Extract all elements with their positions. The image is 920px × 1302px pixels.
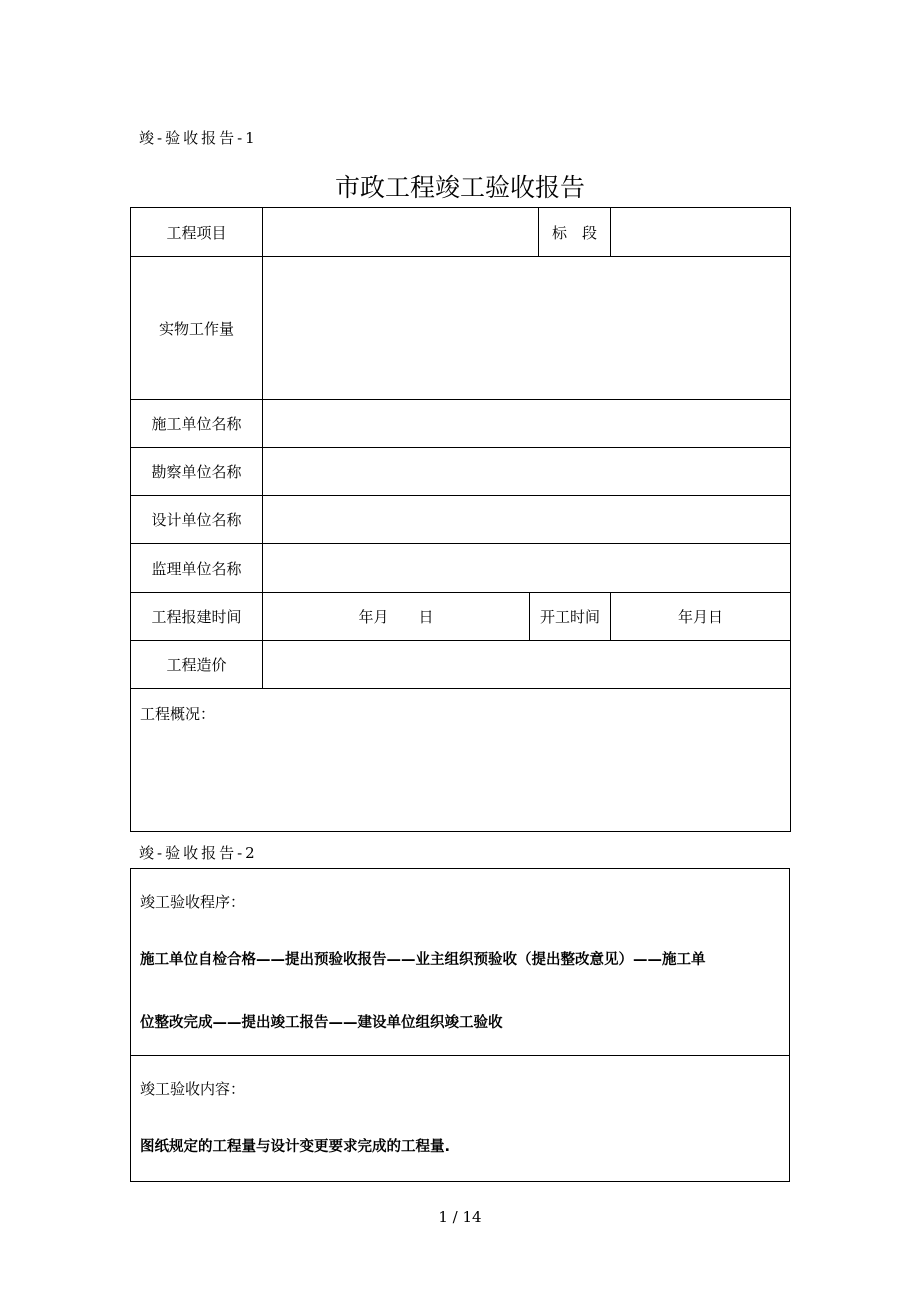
procedure-line-2: 位整改完成——提出竣工报告——建设单位组织竣工验收	[140, 1015, 503, 1031]
content-label: 竣工验收内容：	[140, 1080, 246, 1098]
label-start-time: 开工时间	[530, 593, 611, 641]
field-designer[interactable]	[263, 496, 791, 544]
field-surveyor[interactable]	[263, 448, 791, 496]
label-filing-time: 工程报建时间	[131, 593, 263, 641]
procedure-label: 竣工验收程序：	[140, 893, 246, 911]
field-section[interactable]	[611, 208, 791, 257]
report-table-1	[130, 207, 791, 832]
label-supervisor: 监理单位名称	[131, 544, 263, 593]
content-cell	[131, 1056, 790, 1182]
report-table-2	[130, 868, 790, 1182]
field-cost[interactable]	[263, 641, 791, 689]
field-project[interactable]	[263, 208, 539, 257]
field-supervisor[interactable]	[263, 544, 791, 593]
label-section: 标 段	[539, 208, 611, 257]
field-constructor[interactable]	[263, 400, 791, 448]
content-text: 图纸规定的工程量与设计变更要求完成的工程量.	[140, 1139, 451, 1155]
field-overview[interactable]: 工程概况：	[131, 689, 791, 832]
label-quantity: 实物工作量	[131, 257, 263, 400]
procedure-line-1: 施工单位自检合格——提出预验收报告——业主组织预验收（提出整改意见）——施工单	[140, 952, 706, 968]
procedure-cell	[131, 869, 790, 1056]
section-header-1: 竣-验收报告-1	[139, 129, 258, 147]
label-project: 工程项目	[131, 208, 263, 257]
field-quantity[interactable]	[263, 257, 791, 400]
document-title: 市政工程竣工验收报告	[334, 173, 585, 202]
page-number: 1 / 14	[438, 1208, 482, 1226]
label-designer: 设计单位名称	[131, 496, 263, 544]
label-constructor: 施工单位名称	[131, 400, 263, 448]
field-start-date[interactable]: 年月日	[611, 593, 791, 641]
label-surveyor: 勘察单位名称	[131, 448, 263, 496]
section-header-2: 竣-验收报告-2	[139, 844, 258, 862]
label-cost: 工程造价	[131, 641, 263, 689]
field-filing-date[interactable]: 年月 日	[263, 593, 530, 641]
